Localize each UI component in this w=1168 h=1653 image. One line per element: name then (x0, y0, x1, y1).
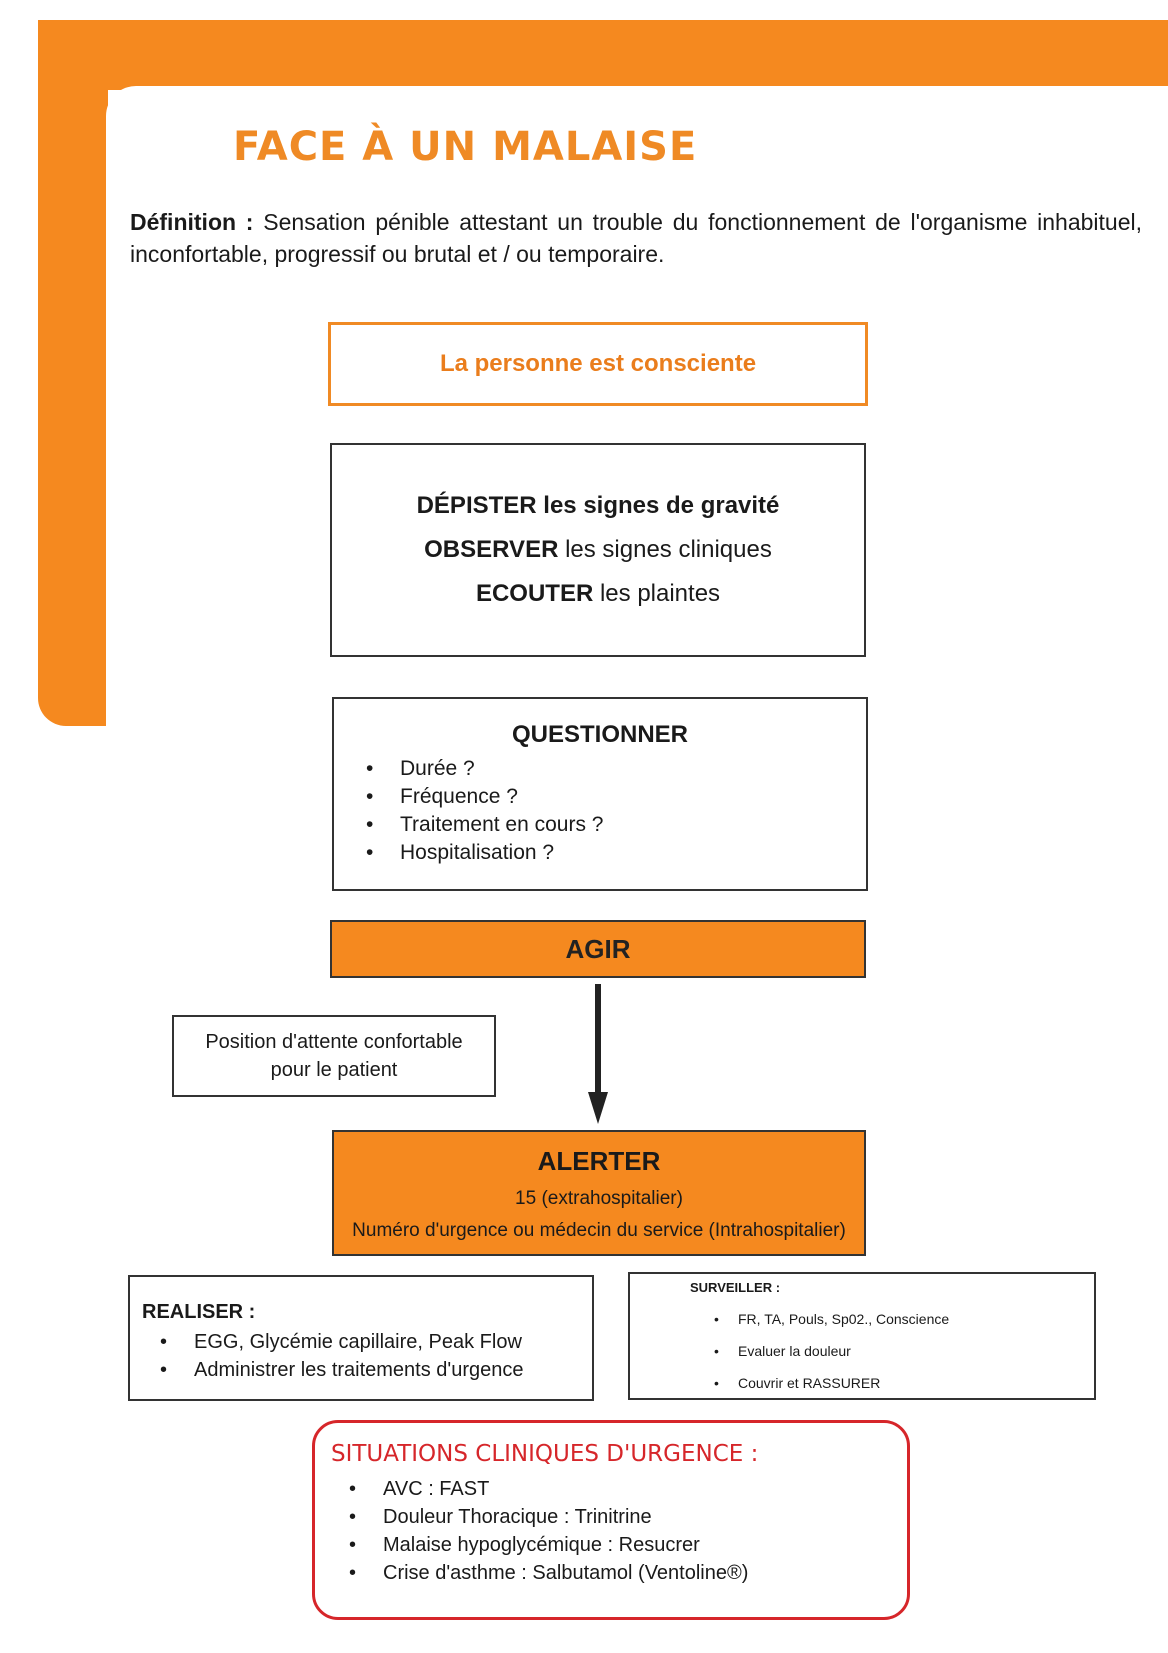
conscious-box (328, 322, 868, 406)
ecouter-line-bold: ECOUTER (475, 580, 594, 607)
list-item: • Malaise hypoglycémique : Resucrer (383, 1531, 907, 1559)
conscious-text: La personne est consciente (439, 350, 757, 377)
surveiller-title: SURVEILLER : (690, 1280, 781, 1295)
list-item: • Hospitalisation ? (400, 839, 866, 867)
alerter-line-1: 15 (extrahospitalier) (515, 1188, 683, 1209)
agir-text: AGIR (565, 933, 631, 964)
realiser-title: REALISER : (142, 1301, 256, 1323)
definition-text: Sensation pénible attestant un trouble du fonctionnement de l'organisme inhabituel, inconfortable, progressif ou brutal et / ou temporaire. (130, 209, 1143, 267)
agir-box (330, 920, 866, 978)
list-item: • Durée ? (400, 755, 866, 783)
urgence-box (312, 1420, 910, 1620)
depister-line (417, 484, 780, 528)
top-orange-band (38, 20, 1168, 90)
alerter-line-2: Numéro d'urgence ou médecin du service (Intrahospitalier) (352, 1220, 846, 1241)
ecouter-line-rest: les plaintes (593, 580, 721, 607)
position-line-1: Position d'attente confortable (205, 1031, 463, 1053)
questionner-title: QUESTIONNER (511, 721, 688, 748)
list-item: • Couvrir et RASSURER (738, 1367, 1094, 1399)
surveiller-box (628, 1272, 1096, 1400)
left-orange-band (38, 20, 108, 726)
list-item: • AVC : FAST (383, 1475, 907, 1503)
position-box (172, 1015, 496, 1097)
urgence-list (383, 1475, 907, 1587)
depister-box (330, 443, 866, 657)
definition-paragraph (130, 206, 1142, 270)
list-item: • EGG, Glycémie capillaire, Peak Flow (194, 1328, 592, 1356)
list-item: • FR, TA, Pouls, Sp02., Conscience (738, 1303, 1094, 1335)
list-item: • Fréquence ? (400, 783, 866, 811)
list-item: • Evaluer la douleur (738, 1335, 1094, 1367)
observer-line-rest: les signes cliniques (558, 536, 772, 563)
alerter-title: ALERTER (537, 1146, 661, 1176)
alerter-box (332, 1130, 866, 1256)
realiser-box (128, 1275, 594, 1401)
page-title: FACE À UN MALAISE (233, 124, 698, 170)
questionner-box (332, 697, 868, 891)
depister-line-bold: DÉPISTER les signes de gravité (416, 492, 780, 519)
urgence-title: SITUATIONS CLINIQUES D'URGENCE : (331, 1441, 759, 1467)
list-item: • Traitement en cours ? (400, 811, 866, 839)
observer-line-bold: OBSERVER (424, 536, 559, 563)
list-item: • Administrer les traitements d'urgence (194, 1356, 592, 1384)
observer-line (424, 528, 772, 572)
surveiller-list (738, 1303, 1094, 1399)
ecouter-line (476, 572, 720, 616)
down-arrow-icon (588, 984, 608, 1124)
realiser-list (194, 1328, 592, 1384)
list-item: • Crise d'asthme : Salbutamol (Ventoline®) (383, 1559, 907, 1587)
definition-label: Définition : (130, 209, 254, 235)
questionner-list (400, 755, 866, 867)
list-item: • Douleur Thoracique : Trinitrine (383, 1503, 907, 1531)
position-line-2: pour le patient (270, 1059, 398, 1081)
